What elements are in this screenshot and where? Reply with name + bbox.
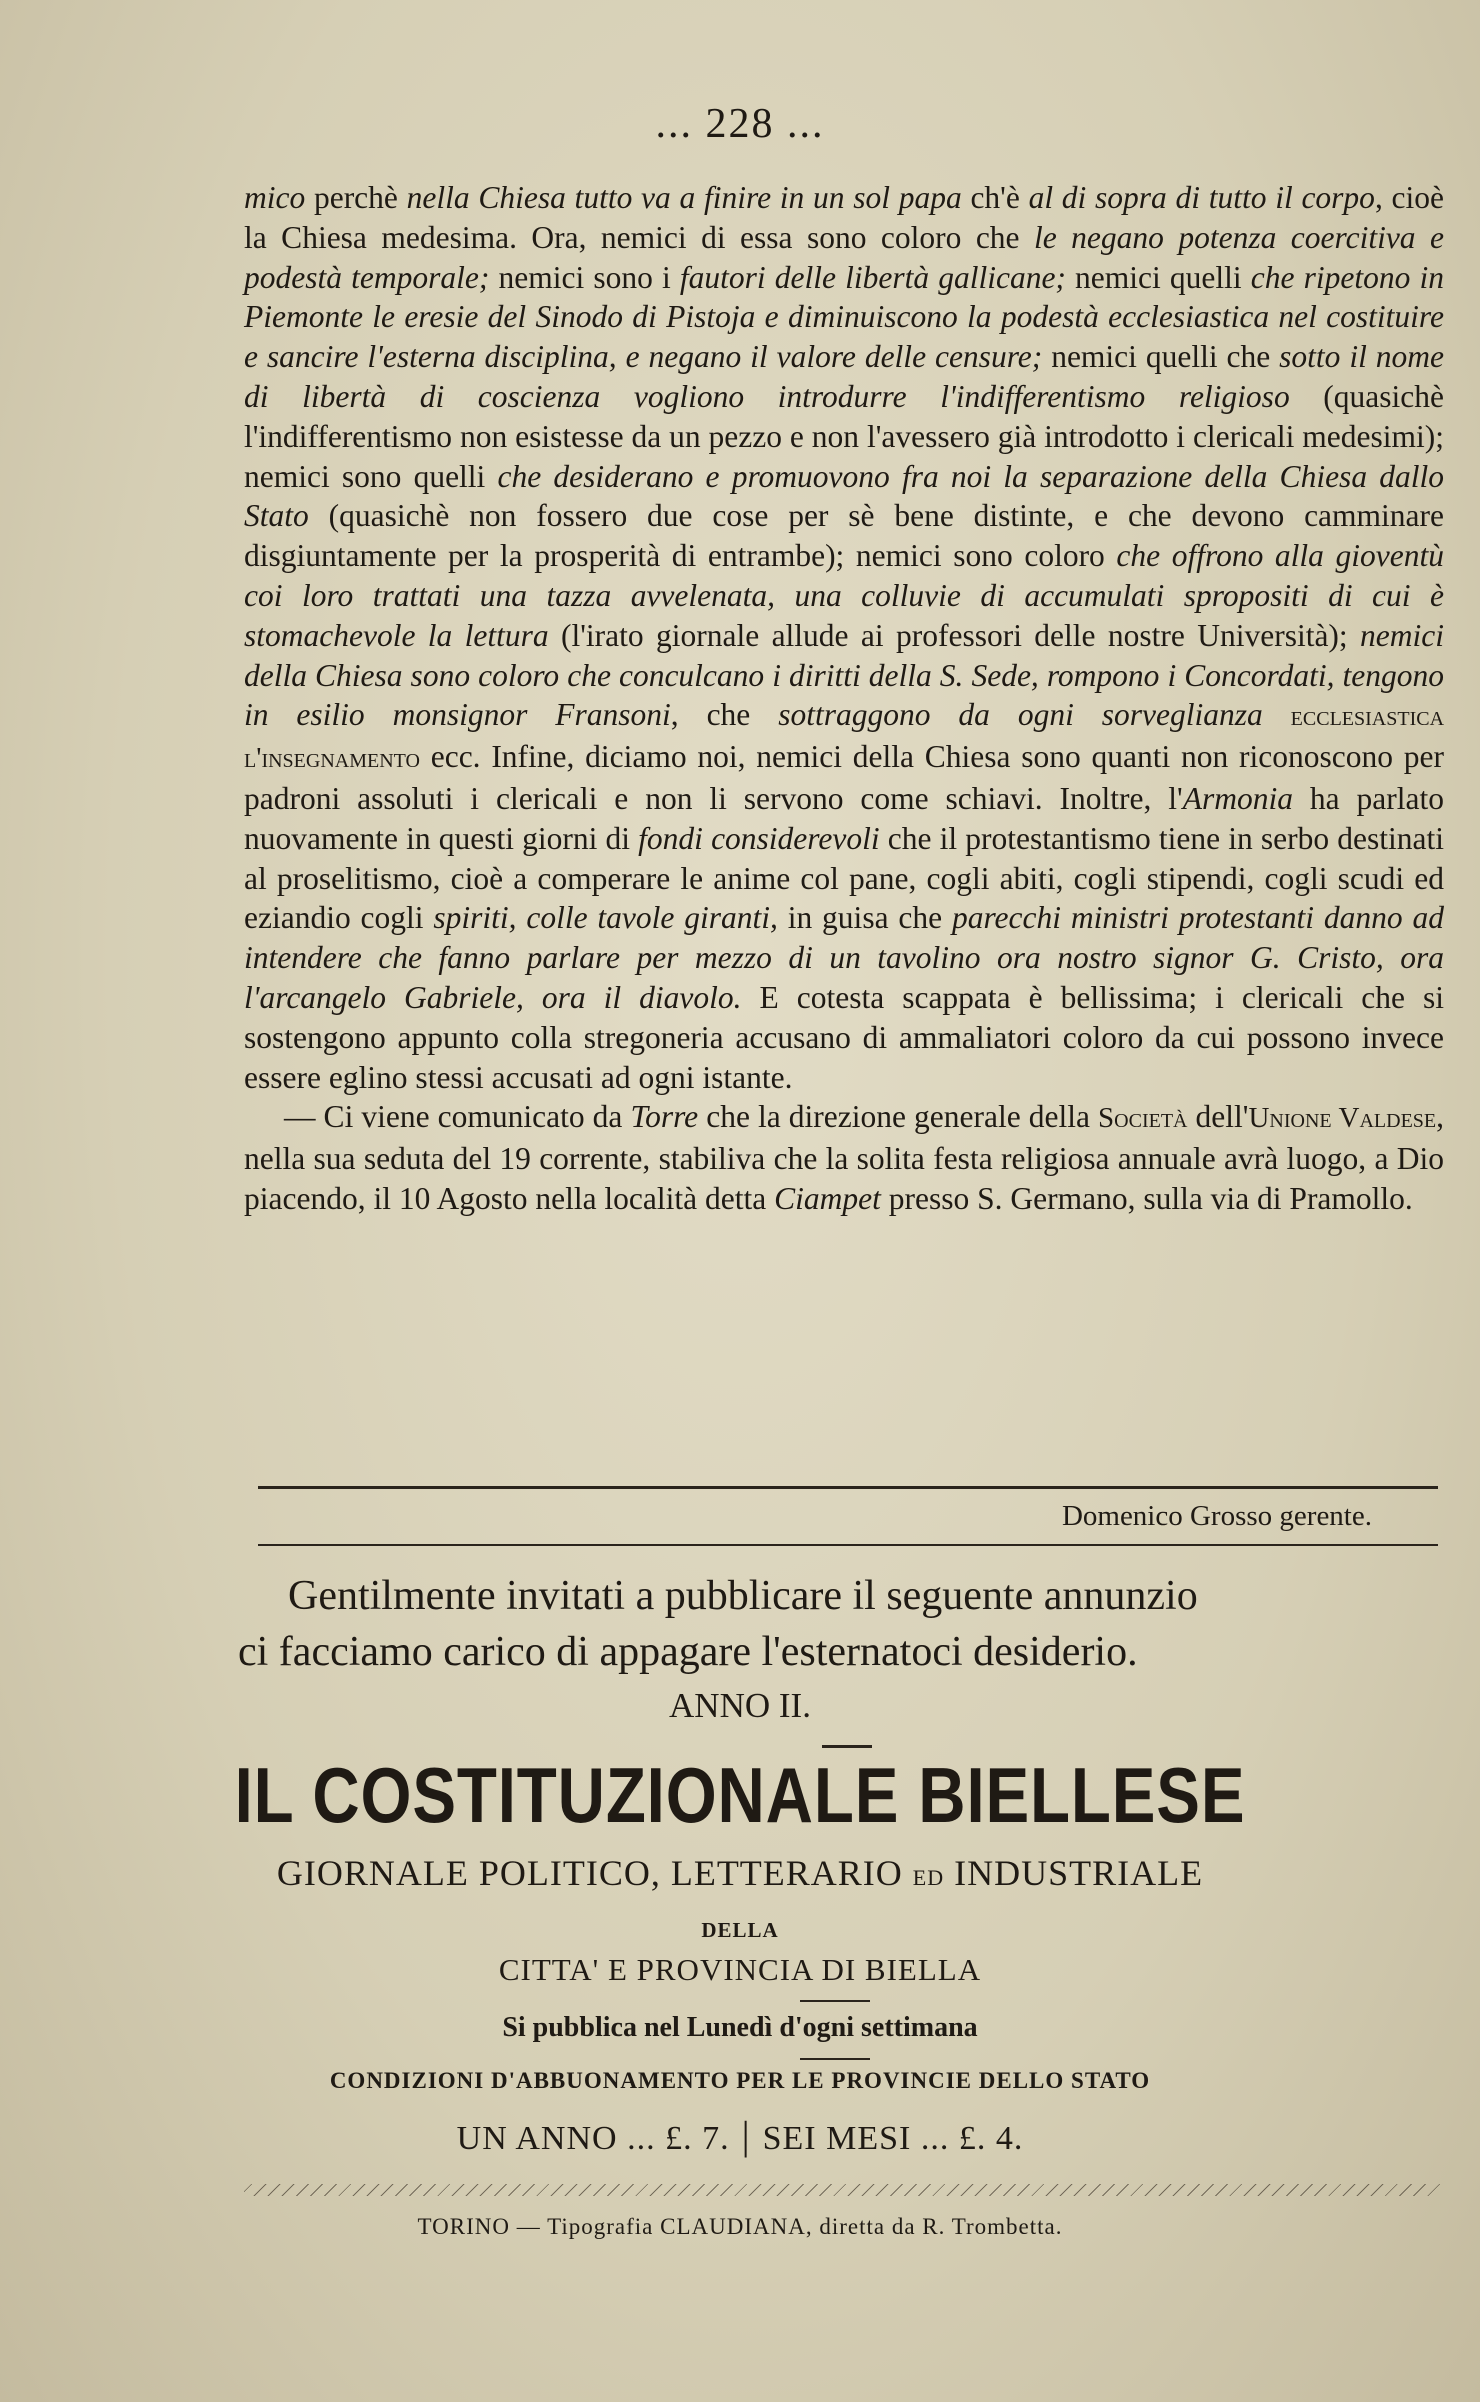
text-run: ha parlato nuovamente in questi giorni di — [244, 780, 1444, 856]
imprint-part: , diretta da R. Trombetta. — [805, 2214, 1063, 2239]
small-caps-run: ecclesiastica l'insegnamento — [244, 700, 1445, 775]
italic-run: che offrono alla gioventù coi loro trattati una tazza avvelenata, una colluvie di accumulati spropositi di cui è stomachevole la lettura — [244, 538, 1445, 653]
italic-run: fautori delle libertà gallicane; — [679, 259, 1066, 295]
italic-run: Torre — [630, 1099, 699, 1135]
text-run: (quasichè non fossero due cose per sè bene distinte, e che devono camminare disgiuntamente per la prosperità di entrambe); nemici sono coloro — [244, 498, 1444, 574]
divider-rule — [258, 1486, 1438, 1489]
italic-run: nella Chiesa tutto va a finire in un sol papa — [406, 180, 962, 215]
italic-run: parecchi ministri protestanti danno ad intendere che fanno parlare per mezzo di un tavolino ora nostro signor G. Cristo, ora l'arcangelo Gabriele, ora il diavolo. — [244, 900, 1444, 1015]
price-six-months: SEI MESI ... £. 4. — [762, 2120, 1024, 2157]
text-run: che il protestantismo tiene in serbo destinati al proselitismo, cioè a comperare le anime col pane, cogli abiti, cogli stipendi, cogli scudi ed eziandio cogli — [244, 820, 1444, 936]
page-number: ... 228 ... — [655, 101, 825, 147]
text-run: dell' — [1187, 1099, 1249, 1135]
printer-imprint — [0, 2214, 1480, 2240]
text-run: nemici quelli — [1065, 259, 1251, 295]
text-run: — Ci viene comunicato da — [284, 1099, 631, 1135]
paragraph-2 — [244, 1097, 1444, 1218]
text-run: ch'è — [961, 180, 1029, 215]
text-run: nemici sono i — [489, 259, 680, 295]
text-run: nemici quelli che — [1042, 339, 1280, 375]
ad-subscription-conditions: CONDIZIONI D'ABBUONAMENTO PER LE PROVINCIE DELLO STATO — [329, 2068, 1151, 2093]
text-run: (quasichè l'indifferentismo non esistesse da un pezzo e non l'avessero già introdotto i clericali medesimi); nemici sono quelli — [244, 378, 1444, 494]
italic-run: Armonia — [1182, 780, 1293, 816]
text-run: che la direzione generale della — [698, 1099, 1099, 1135]
italic-run: mico — [244, 180, 306, 215]
wavy-divider — [244, 2184, 1440, 2196]
text-run: , che — [670, 697, 779, 733]
italic-run: Ciampet — [774, 1180, 881, 1216]
text-run: , cioè la Chiesa medesima. Ora, nemici di essa sono coloro che — [244, 180, 1445, 255]
ad-masthead-title: IL COSTITUZIONALE BIELLESE — [234, 1751, 1246, 1839]
text-run: in guisa che — [777, 900, 952, 936]
italic-run: le negano potenza coercitiva e podestà temporale; — [244, 219, 1444, 295]
italic-run: al di sopra di tutto il corpo — [1028, 180, 1375, 215]
italic-run: sotto il nome di libertà di coscienza vogliono introdurre l'indifferentismo religioso — [244, 339, 1445, 414]
imprint-part: CLAUDIANA — [660, 2214, 806, 2239]
ad-subtitle — [0, 1852, 1480, 1894]
ad-subtitle-part: GIORNALE POLITICO, LETTERARIO — [276, 1853, 913, 1893]
text-run — [1263, 697, 1291, 732]
text-run: , nella sua seduta del 19 corrente, stabiliva che la solita festa religiosa annuale avrà luogo, a Dio piacendo, il 10 Agosto nella località detta — [244, 1099, 1445, 1216]
notice-line-2: ci facciamo carico di appagare l'esternatoci desiderio. — [238, 1629, 1138, 1675]
italic-run: sottraggono da ogni sorveglianza — [778, 697, 1263, 733]
italic-run: che desiderano e promuovono fra noi la separazione della Chiesa dallo Stato — [244, 458, 1444, 534]
text-run: ecc. Infine, diciamo noi, nemici della Chiesa sono quanti non riconoscono per padroni assoluti i clericali e non li servono come schiavi. Inoltre, l' — [244, 739, 1444, 816]
ad-prices — [0, 2112, 1480, 2159]
text-run: E cotesta scappata è bellissima; i clericali che si sostengono appunto colla stregoneria accusano di ammaliatori coloro da cui possono invece essere eglino stessi accusati ad ogni istante. — [244, 979, 1445, 1095]
italic-run: nemici della Chiesa sono coloro che conculcano i diritti della S. Sede, rompono i Concordati, tengono in esilio monsignor Fransoni — [244, 617, 1445, 733]
notice-text — [238, 1568, 1438, 1680]
divider-rule — [258, 1544, 1438, 1546]
ad-subtitle-part: ED — [912, 1865, 945, 1890]
text-run: (l'irato giornale allude ai professori delle nostre Università); — [548, 617, 1361, 653]
article-body — [244, 178, 1444, 1219]
gerente-signature: Domenico Grosso gerente. — [1061, 1500, 1372, 1532]
paragraph-1 — [244, 178, 1444, 1097]
italic-run: spiriti, colle tavole giranti, — [433, 900, 778, 936]
price-year: UN ANNO ... £. 7. — [456, 2120, 730, 2157]
divider-rule — [822, 1745, 872, 1748]
price-separator: | — [741, 2113, 751, 2158]
notice-line-1: Gentilmente invitati a pubblicare il seguente annunzio — [288, 1573, 1198, 1619]
ad-subtitle-part: INDUSTRIALE — [944, 1853, 1204, 1893]
text-run: perchè — [305, 180, 407, 215]
small-caps-run: Società — [1098, 1102, 1188, 1135]
small-caps-run: Unione Valdese — [1248, 1102, 1437, 1135]
imprint-part: TORINO — Tipografia — [417, 2214, 661, 2239]
divider-rule — [800, 2058, 870, 2060]
text-run: presso S. Germano, sulla via di Pramollo. — [880, 1180, 1413, 1216]
ad-year: ANNO II. — [669, 1686, 811, 1725]
ad-della: DELLA — [701, 1918, 779, 1942]
italic-run: che ripetono in Piemonte le eresie del Sinodo di Pistoja e diminuiscono la podestà ecclesiastica nel costituire e sancire l'esterna disciplina, e negano il valore delle censure; — [244, 259, 1444, 375]
ad-publication-day: Si pubblica nel Lunedì d'ogni settimana — [502, 2012, 978, 2043]
italic-run: fondi considerevoli — [638, 820, 880, 856]
divider-rule — [800, 2000, 870, 2002]
ad-city-province: CITTA' E PROVINCIA DI BIELLA — [498, 1952, 982, 1987]
